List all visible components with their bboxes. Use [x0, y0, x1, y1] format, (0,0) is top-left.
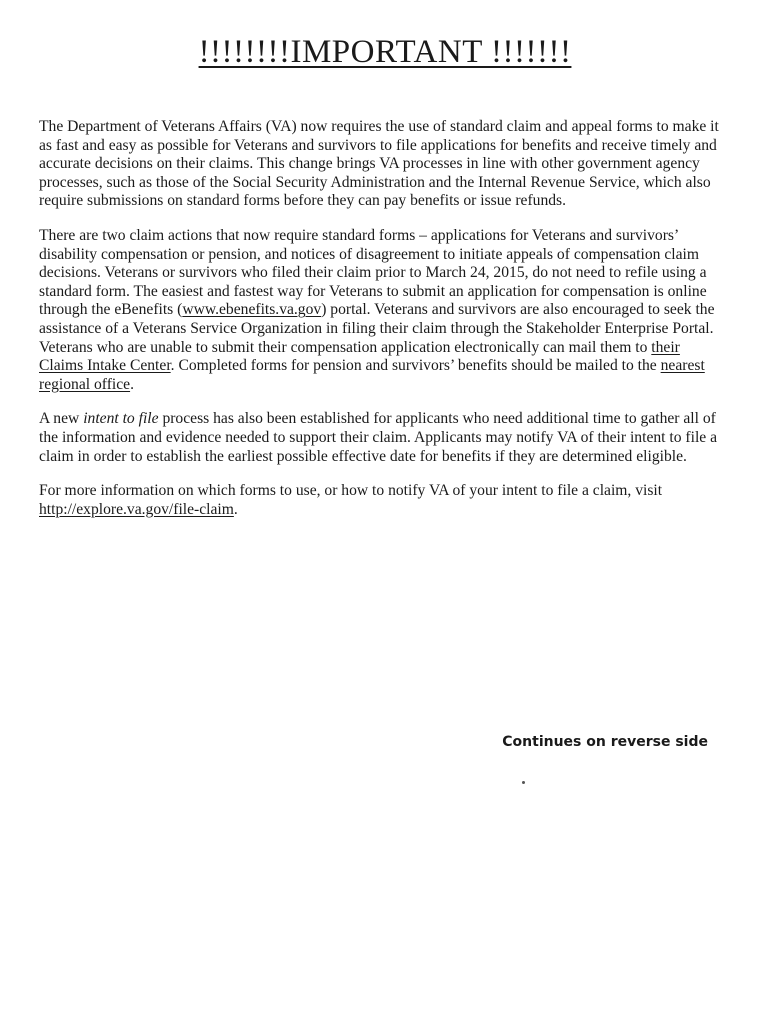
document-body [39, 118, 719, 535]
ebenefits-link[interactable]: www.ebenefits.va.gov [182, 301, 322, 319]
paragraph-text: . Completed forms for pension and survivors’ benefits should be mailed to the [170, 357, 661, 375]
paragraph-text: process has also been established for applicants who need additional time to gather all of the information and evidence needed to support their claim. Applicants may notify VA of their intent to file a claim in order to establish the earliest possible effective date for benefits if they are determined eligible. [39, 410, 718, 465]
continues-note: Continues on reverse side [502, 734, 708, 750]
scan-speck [522, 781, 525, 784]
paragraph-text: . [233, 500, 238, 518]
claims-intake-center-link[interactable]: their Claims Intake Center [39, 338, 680, 375]
page-title: !!!!!!!!IMPORTANT !!!!!!! [198, 34, 572, 70]
paragraph-more-information [39, 482, 719, 519]
paragraph-text: A new [39, 410, 84, 428]
paragraph-claim-actions [39, 227, 719, 394]
paragraph-text: ) portal. Veterans and survivors are also encouraged to seek the assistance of a Veterans Service Organization in filing their claim through the Stakeholder Enterprise Portal. Veterans who are unable to submit their compensation application electronically can mail them to [39, 301, 715, 356]
file-claim-link[interactable]: http://explore.va.gov/file-claim [39, 500, 234, 518]
paragraph-standard-forms: The Department of Veterans Affairs (VA) now requires the use of standard claim and appeal forms to make it as fast and easy as possible for Veterans and survivors to file applications for benefits and receive timely and accurate decisions on their claims. This change brings VA processes in line with other government agency processes, such as those of the Social Security Administration and the Internal Revenue Service, which also require submissions on standard forms before they can pay benefits or issue refunds. [39, 118, 719, 210]
intent-to-file-emphasis: intent to file [83, 410, 159, 428]
paragraph-text: For more information on which forms to use, or how to notify VA of your intent to file a claim, visit [39, 482, 663, 500]
nearest-regional-office-link[interactable]: nearest regional office [39, 357, 705, 393]
paragraph-intent-to-file [39, 410, 719, 466]
paragraph-text: . [130, 375, 134, 393]
paragraph-text: There are two claim actions that now require standard forms – applications for Veterans and survivors’ disability compensation or pension, and notices of disagreement to initiate appeals of compensation claim decisions. Veterans or survivors who filed their claim prior to March 24, 2015, do not need to refile using a standard form. The easiest and fastest way for Veterans to submit an application for compensation is online through the eBenefits ( [39, 226, 707, 319]
